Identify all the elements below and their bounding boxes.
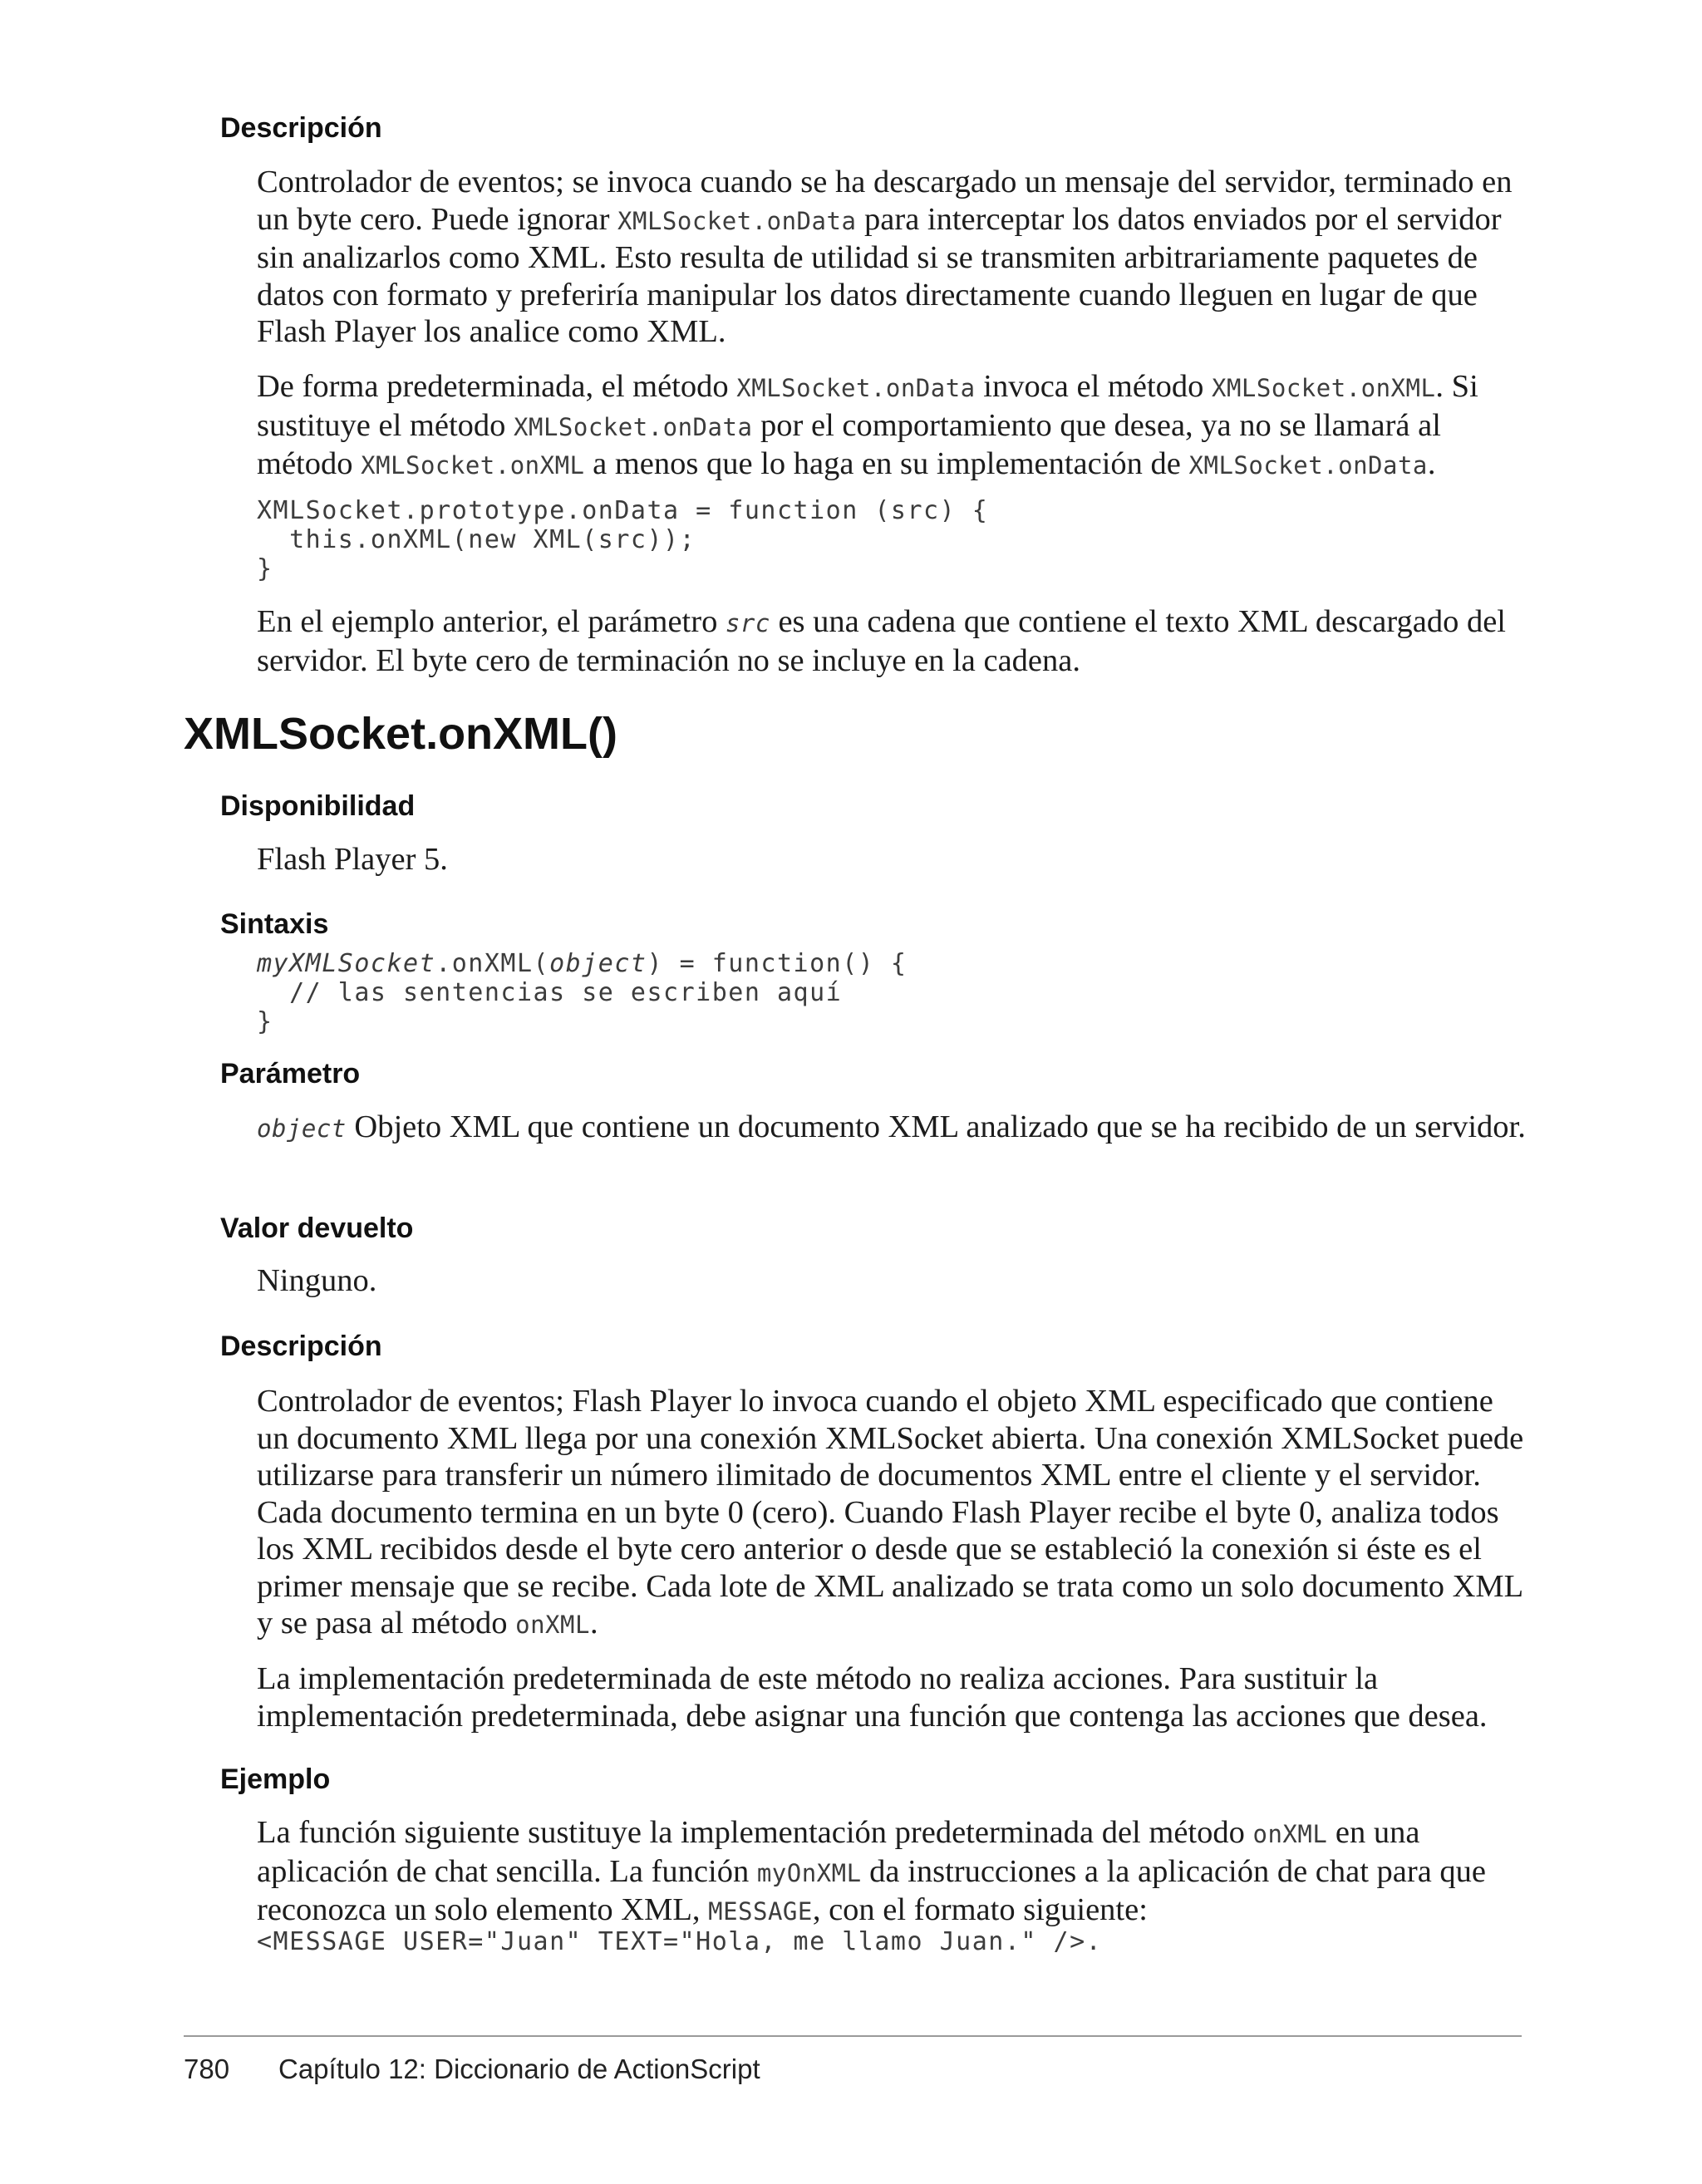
code-line: } bbox=[257, 554, 273, 583]
inline-code: XMLSocket.onData bbox=[1188, 451, 1428, 480]
text-run: Controlador de eventos; se invoca cuando se ha descargado un mensaje del servidor, terminado en un byte cero. Puede ignorar bbox=[257, 165, 1513, 237]
text-run: para interceptar los datos enviados por el servidor sin analizarlos como XML. Esto resulta de utilidad si se transmiten arbitrariamente paquetes de datos con formato y preferiría manipular los datos directamente cuando lleguen en lugar de que Flash Player los analice como XML. bbox=[257, 201, 1502, 349]
code-line: this.onXML(new XML(src)); bbox=[257, 525, 696, 554]
page-number: 780 bbox=[184, 2054, 230, 2084]
text-run: es una cadena que contiene el texto XML descargado del servidor. El byte cero de terminación no se incluye en la cadena. bbox=[257, 604, 1506, 678]
code-line: XMLSocket.prototype.onData = function (src) { bbox=[257, 496, 989, 525]
ondata-code-block bbox=[257, 496, 1532, 583]
text-run: en una aplicación de chat sencilla. La función bbox=[257, 1815, 1420, 1889]
text-run: Controlador de eventos; Flash Player lo invoca cuando el objeto XML especificado que contiene un documento XML llega por una conexión XMLSocket abierta. Una conexión XMLSocket puede utilizarse para transferir un número ilimitado de documentos XML entre el cliente y el servidor. Cada documento termina en un byte 0 (cero). Cuando Flash Player recibe el byte 0, analiza todos los XML recibidos desde el byte cero anterior o desde que se estableció la conexión si éste es el primer mensaje que se recibe. Cada lote de XML analizado se trata como un solo documento XML y se pasa al método bbox=[257, 1384, 1524, 1640]
section-heading-parametro: Parámetro bbox=[220, 1058, 361, 1090]
text-run: a menos que lo haga en su implementación de bbox=[584, 446, 1189, 481]
example-paragraph bbox=[257, 1814, 1532, 1931]
section-heading-descripcion: Descripción bbox=[220, 112, 382, 144]
text-run: invoca el método bbox=[975, 369, 1213, 404]
ondata-example-explanation-paragraph bbox=[257, 603, 1532, 679]
parameter-name: object bbox=[257, 1114, 347, 1143]
section-heading-descripcion-onxml: Descripción bbox=[220, 1331, 382, 1362]
code-line bbox=[257, 949, 1532, 978]
code-text: .onXML( bbox=[435, 949, 550, 978]
inline-code: onXML bbox=[515, 1611, 590, 1639]
inline-code: MESSAGE bbox=[708, 1897, 813, 1926]
section-heading-valor-devuelto: Valor devuelto bbox=[220, 1213, 414, 1244]
text-run: La función siguiente sustituye la implementación predeterminada del método bbox=[257, 1815, 1253, 1850]
ondata-description-paragraph bbox=[257, 164, 1532, 351]
code-line: // las sentencias se escriben aquí bbox=[257, 978, 843, 1007]
ondata-default-behavior-paragraph bbox=[257, 368, 1532, 485]
footer-divider bbox=[184, 2035, 1522, 2037]
text-run: da instrucciones a la aplicación de chat para que reconozca un solo elemento XML, bbox=[257, 1853, 1487, 1927]
inline-code: src bbox=[725, 609, 770, 637]
example-code-line: <MESSAGE USER="Juan" TEXT="Hola, me llamo Juan." />. bbox=[257, 1927, 1103, 1956]
text-run: por el comportamiento que desea, ya no se llamará al método bbox=[257, 407, 1441, 481]
text-run: De forma predeterminada, el método bbox=[257, 369, 737, 404]
inline-code: XMLSocket.onXML bbox=[361, 451, 585, 480]
availability-text: Flash Player 5. bbox=[257, 842, 448, 877]
code-line: } bbox=[257, 1007, 273, 1036]
code-object-name: myXMLSocket bbox=[257, 949, 436, 978]
section-heading-sintaxis: Sintaxis bbox=[220, 908, 329, 940]
text-run: Objeto XML que contiene un documento XML analizado que se ha recibido de un servidor. bbox=[346, 1109, 1526, 1144]
returns-text: Ninguno. bbox=[257, 1263, 377, 1298]
section-heading-disponibilidad: Disponibilidad bbox=[220, 790, 416, 822]
chapter-title: Capítulo 12: Diccionario de ActionScript bbox=[278, 2054, 760, 2084]
entry-title: XMLSocket.onXML() bbox=[184, 709, 617, 759]
text-run: . bbox=[1427, 446, 1436, 481]
text-run: En el ejemplo anterior, el parámetro bbox=[257, 604, 726, 639]
text-run: . Si sustituye el método bbox=[257, 369, 1478, 443]
text-run: . bbox=[589, 1606, 598, 1640]
onxml-default-implementation-paragraph: La implementación predeterminada de este método no realiza acciones. Para sustituir la implementación predeterminada, debe asignar una función que contenga las acciones que desea. bbox=[257, 1661, 1488, 1734]
onxml-description-paragraph bbox=[257, 1383, 1532, 1644]
code-parameter: object bbox=[549, 949, 647, 978]
inline-code: onXML bbox=[1252, 1820, 1328, 1848]
code-text: ) = function() { bbox=[647, 949, 908, 978]
parameter-description bbox=[257, 1109, 1532, 1148]
inline-code: XMLSocket.onData bbox=[736, 374, 976, 402]
inline-code: XMLSocket.onXML bbox=[1212, 374, 1436, 402]
inline-code: XMLSocket.onData bbox=[617, 206, 857, 235]
text-run: , con el formato siguiente: bbox=[812, 1892, 1148, 1927]
section-heading-ejemplo: Ejemplo bbox=[220, 1763, 331, 1795]
syntax-code-block bbox=[257, 949, 1532, 1036]
inline-code: myOnXML bbox=[756, 1858, 862, 1887]
inline-code: XMLSocket.onData bbox=[514, 412, 753, 441]
